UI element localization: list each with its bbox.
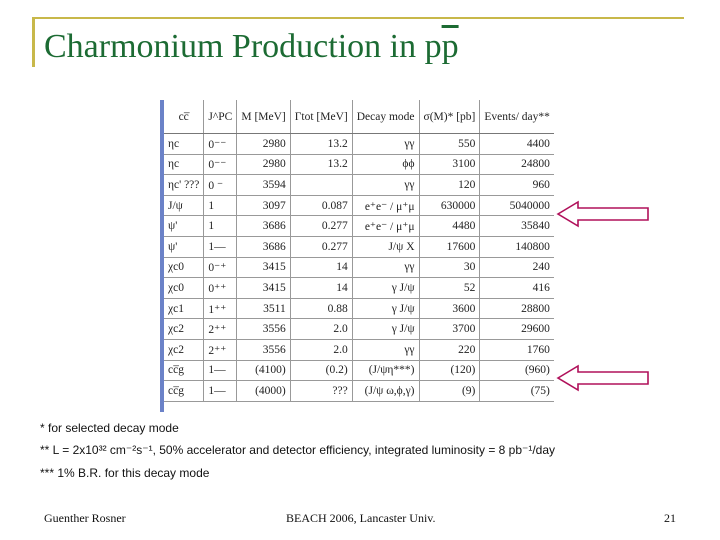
cell-state: cc̅g <box>164 360 204 381</box>
cell-mass: 3415 <box>237 278 290 299</box>
cell-state: χc1 <box>164 298 204 319</box>
cell-jpc: 0⁺⁺ <box>204 278 237 299</box>
arrow-jpsi-row <box>556 200 652 228</box>
cell-jpc: 2⁺⁺ <box>204 319 237 340</box>
arrow-left-icon <box>558 366 648 390</box>
cell-sigma: 550 <box>419 134 480 155</box>
slide-title-pbar: $\overline{p}$ <box>441 28 459 65</box>
cell-gamma: 13.2 <box>290 134 352 155</box>
cell-mass: 3415 <box>237 257 290 278</box>
cell-sigma: 120 <box>419 175 480 196</box>
cell-sigma: 17600 <box>419 236 480 257</box>
cell-state: χc2 <box>164 319 204 340</box>
table-row <box>164 154 554 175</box>
table-row <box>164 339 554 360</box>
cell-jpc: 1⁺⁺ <box>204 298 237 319</box>
cell-mass: 3511 <box>237 298 290 319</box>
cell-state: χc2 <box>164 339 204 360</box>
cell-state: ηc <box>164 134 204 155</box>
cell-state: χc0 <box>164 278 204 299</box>
footer-page-number: 21 <box>664 511 676 525</box>
cell-sigma: 30 <box>419 257 480 278</box>
footnote-luminosity: ** L = 2x10³² cm⁻²s⁻¹, 50% accelerator and detector efficiency, integrated luminosity = 8 pb⁻¹/day <box>40 443 556 457</box>
col-header-mass: M [MeV] <box>237 100 290 134</box>
col-header-state: cc̅ <box>164 100 204 134</box>
cell-sigma: 220 <box>419 339 480 360</box>
slide-title-main: Charmonium Production in p <box>44 28 442 65</box>
cell-state: ψ' <box>164 236 204 257</box>
table-row <box>164 319 554 340</box>
cell-events: 240 <box>480 257 554 278</box>
cell-gamma: (0.2) <box>290 360 352 381</box>
cell-mass: 3556 <box>237 339 290 360</box>
table-row <box>164 298 554 319</box>
table-row <box>164 236 554 257</box>
cell-jpc: 0⁻⁻ <box>204 154 237 175</box>
cell-mass: 2980 <box>237 134 290 155</box>
cell-jpc: 1— <box>204 236 237 257</box>
arrow-ccg-row <box>556 364 652 392</box>
footer-author: Guenther Rosner <box>44 511 126 525</box>
cell-events: 28800 <box>480 298 554 319</box>
cell-events: 1760 <box>480 339 554 360</box>
cell-gamma: 14 <box>290 278 352 299</box>
table-row <box>164 278 554 299</box>
cell-decay: (J/ψη***) <box>352 360 419 381</box>
col-header-sigma: σ(M)* [pb] <box>419 100 480 134</box>
cell-decay: γ J/ψ <box>352 319 419 340</box>
cell-sigma: 3700 <box>419 319 480 340</box>
cell-events: (75) <box>480 381 554 402</box>
table-row <box>164 134 554 155</box>
table-row <box>164 381 554 402</box>
cell-sigma: (120) <box>419 360 480 381</box>
cell-sigma: 4480 <box>419 216 480 237</box>
cell-state: ηc <box>164 154 204 175</box>
cell-jpc: 0 ⁻ <box>204 175 237 196</box>
footnote-branching-ratio: *** 1% B.R. for this decay mode <box>40 466 210 480</box>
cell-gamma: 0.087 <box>290 195 352 216</box>
cell-jpc: 1 <box>204 195 237 216</box>
cell-events: 24800 <box>480 154 554 175</box>
cell-mass: 3556 <box>237 319 290 340</box>
cell-decay: γγ <box>352 339 419 360</box>
cell-decay: γγ <box>352 134 419 155</box>
cell-gamma: 0.277 <box>290 236 352 257</box>
cell-events: (960) <box>480 360 554 381</box>
cell-gamma: 13.2 <box>290 154 352 175</box>
cell-state: J/ψ <box>164 195 204 216</box>
charmonium-table-container <box>160 100 550 412</box>
cell-gamma: 2.0 <box>290 319 352 340</box>
cell-mass: 3097 <box>237 195 290 216</box>
cell-events: 35840 <box>480 216 554 237</box>
cell-sigma: 52 <box>419 278 480 299</box>
slide-title <box>44 28 459 66</box>
cell-mass: 3594 <box>237 175 290 196</box>
cell-events: 4400 <box>480 134 554 155</box>
cell-state: χc0 <box>164 257 204 278</box>
cell-gamma: 0.88 <box>290 298 352 319</box>
title-frame-left-rule <box>32 17 35 67</box>
footnote-decay-mode: * for selected decay mode <box>40 421 179 435</box>
col-header-events: Events/ day** <box>480 100 554 134</box>
cell-state: ψ' <box>164 216 204 237</box>
cell-decay: (J/ψ ω,ϕ,γ) <box>352 381 419 402</box>
table-header-row <box>164 100 554 134</box>
charmonium-table <box>164 100 554 402</box>
cell-state: ηc' ??? <box>164 175 204 196</box>
cell-decay: γ J/ψ <box>352 298 419 319</box>
title-frame-top-rule <box>34 17 684 19</box>
cell-jpc: 0⁻⁻ <box>204 134 237 155</box>
arrow-left-icon <box>558 202 648 226</box>
cell-state: cc̅g <box>164 381 204 402</box>
cell-gamma <box>290 175 352 196</box>
cell-jpc: 1— <box>204 360 237 381</box>
table-row <box>164 195 554 216</box>
cell-decay: e⁺e⁻ / μ⁺μ <box>352 195 419 216</box>
table-row <box>164 175 554 196</box>
table-row <box>164 216 554 237</box>
table-row <box>164 257 554 278</box>
col-header-jpc: J^PC <box>204 100 237 134</box>
cell-events: 140800 <box>480 236 554 257</box>
cell-events: 29600 <box>480 319 554 340</box>
cell-mass: (4100) <box>237 360 290 381</box>
cell-sigma: (9) <box>419 381 480 402</box>
col-header-decay: Decay mode <box>352 100 419 134</box>
cell-events: 5040000 <box>480 195 554 216</box>
cell-mass: 2980 <box>237 154 290 175</box>
cell-gamma: 14 <box>290 257 352 278</box>
col-header-gamma: Γtot [MeV] <box>290 100 352 134</box>
cell-gamma: ??? <box>290 381 352 402</box>
cell-jpc: 1— <box>204 381 237 402</box>
cell-decay: J/ψ X <box>352 236 419 257</box>
footer-conference: BEACH 2006, Lancaster Univ. <box>286 511 436 525</box>
cell-sigma: 3600 <box>419 298 480 319</box>
cell-jpc: 0⁻⁺ <box>204 257 237 278</box>
cell-events: 960 <box>480 175 554 196</box>
cell-decay: γγ <box>352 175 419 196</box>
cell-gamma: 2.0 <box>290 339 352 360</box>
cell-decay: ϕϕ <box>352 154 419 175</box>
cell-mass: 3686 <box>237 236 290 257</box>
cell-mass: (4000) <box>237 381 290 402</box>
cell-decay: e⁺e⁻ / μ⁺μ <box>352 216 419 237</box>
cell-jpc: 1 <box>204 216 237 237</box>
cell-sigma: 3100 <box>419 154 480 175</box>
cell-sigma: 630000 <box>419 195 480 216</box>
cell-mass: 3686 <box>237 216 290 237</box>
cell-decay: γγ <box>352 257 419 278</box>
table-row <box>164 360 554 381</box>
cell-events: 416 <box>480 278 554 299</box>
cell-gamma: 0.277 <box>290 216 352 237</box>
cell-decay: γ J/ψ <box>352 278 419 299</box>
cell-jpc: 2⁺⁺ <box>204 339 237 360</box>
